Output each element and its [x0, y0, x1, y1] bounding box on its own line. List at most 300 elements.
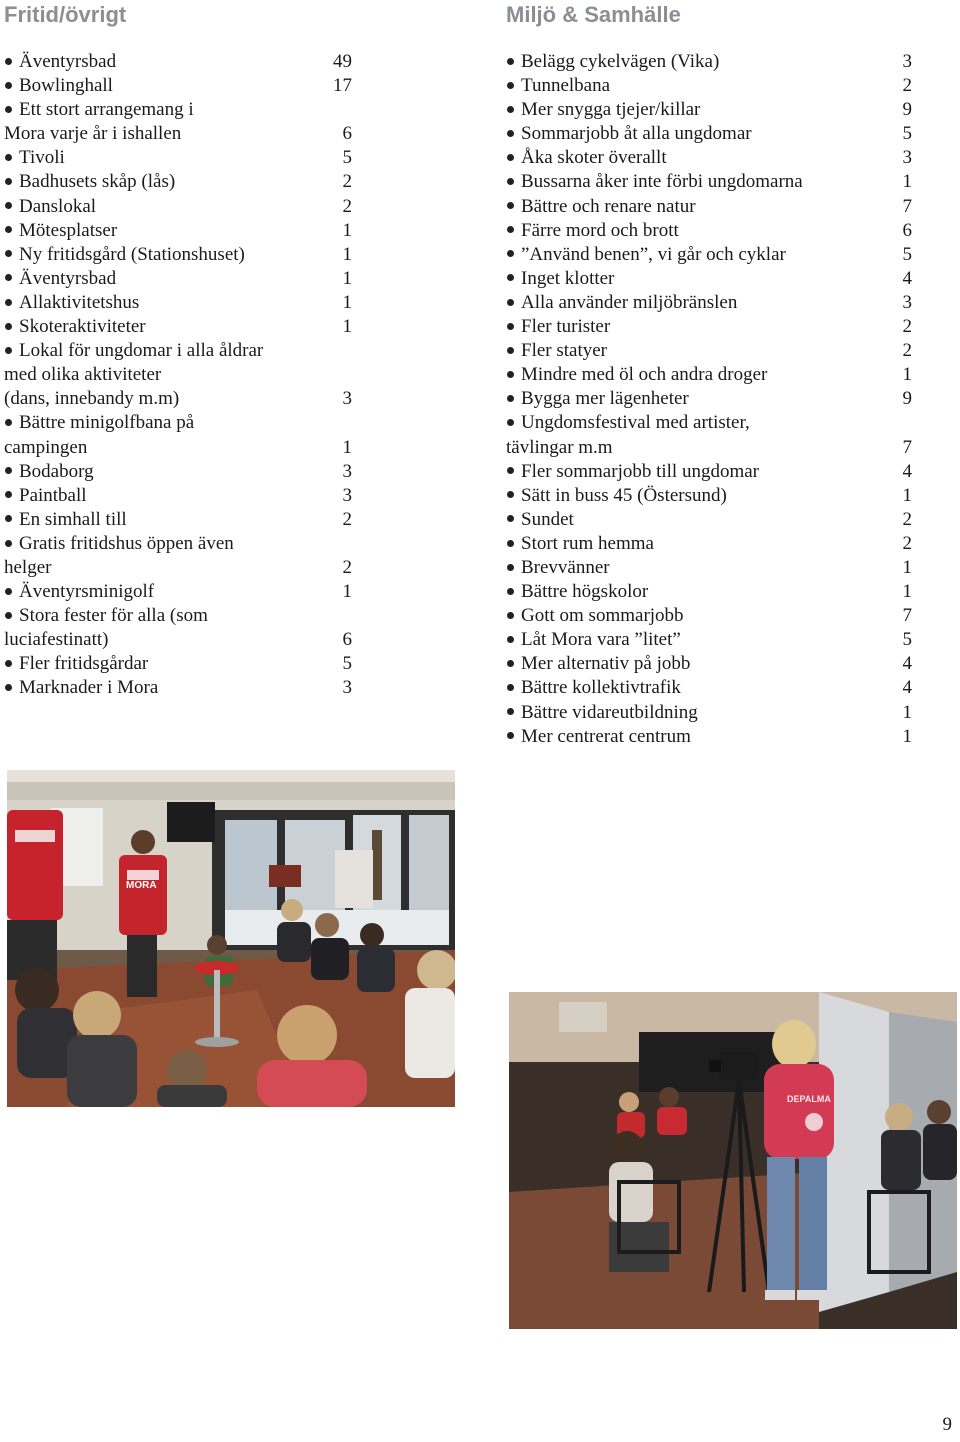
list-item-text — [4, 50, 354, 74]
list-item-line — [4, 339, 318, 363]
bullet-icon — [5, 660, 12, 667]
list-item-count: 2 — [902, 75, 912, 97]
list-item-count: 4 — [902, 267, 912, 289]
miljo-list-item — [506, 604, 914, 628]
miljo-list-item — [506, 652, 914, 676]
miljo-list-item — [506, 676, 914, 700]
list-item-count: 6 — [342, 123, 352, 145]
list-item-count: 2 — [902, 340, 912, 362]
bullet-icon — [5, 202, 12, 209]
bullet-icon — [507, 274, 514, 281]
list-item-line — [506, 580, 878, 604]
photo-workshop-image — [7, 770, 455, 1107]
miljo-list-item — [506, 701, 914, 725]
list-item-count: 3 — [902, 291, 912, 313]
bullet-icon — [507, 58, 514, 65]
miljo-list-item — [506, 195, 914, 219]
list-item-line — [4, 484, 318, 508]
list-item-text — [506, 50, 914, 74]
list-item-line-text: Mer snygga tjejer/killar — [521, 99, 701, 121]
list-item-line — [4, 315, 318, 339]
list-item-text — [506, 725, 914, 749]
fritid-list-item — [4, 580, 354, 604]
list-item-line — [4, 243, 318, 267]
list-item-count: 2 — [342, 556, 352, 578]
list-item-count: 1 — [342, 267, 352, 289]
list-item-count: 3 — [342, 677, 352, 699]
list-item-line-text: Åka skoter överallt — [521, 147, 667, 169]
list-item-line-text: Mindre med öl och andra droger — [521, 364, 768, 386]
list-item-count: 1 — [902, 581, 912, 603]
list-item-line-text: Paintball — [19, 484, 87, 506]
list-item-line-text: Alla använder miljöbränslen — [521, 291, 738, 313]
list-item-text — [4, 195, 354, 219]
list-item-count: 3 — [342, 460, 352, 482]
list-item-count: 1 — [342, 219, 352, 241]
fritid-list-item — [4, 315, 354, 339]
list-item-line — [4, 628, 318, 652]
list-item-line-text: Stort rum hemma — [521, 532, 654, 554]
list-item-text — [4, 146, 354, 170]
bullet-icon — [5, 82, 12, 89]
fritid-list-item — [4, 676, 354, 700]
list-item-line-text: Mer centrerat centrum — [521, 725, 691, 747]
list-item-count: 5 — [342, 147, 352, 169]
list-item-count: 7 — [902, 605, 912, 627]
list-item-line — [4, 98, 318, 122]
photo-filming — [509, 992, 957, 1329]
list-item-line-text: Ungdomsfestival med artister, — [521, 412, 750, 434]
miljo-list-item — [506, 387, 914, 411]
list-item-count: 1 — [902, 171, 912, 193]
bullet-icon — [5, 588, 12, 595]
list-item-line-text: Bättre och renare natur — [521, 195, 696, 217]
list-item-line — [506, 170, 878, 194]
bullet-icon — [5, 684, 12, 691]
miljo-list-item — [506, 122, 914, 146]
list-item-count: 1 — [342, 581, 352, 603]
miljo-list-item — [506, 98, 914, 122]
list-item-count: 1 — [902, 556, 912, 578]
list-item-line-text: Mötesplatser — [19, 219, 118, 241]
miljo-list-item — [506, 170, 914, 194]
bullet-icon — [507, 226, 514, 233]
list-item-text — [4, 315, 354, 339]
bullet-icon — [507, 515, 514, 522]
list-item-line — [4, 122, 318, 146]
list-item-line — [4, 219, 318, 243]
list-item-line — [506, 291, 878, 315]
list-item-line-text: Bodaborg — [19, 460, 94, 482]
list-item-line-text: Låt Mora vara ”litet” — [521, 629, 681, 651]
list-item-line — [506, 411, 878, 435]
list-item-line-text: Äventyrsbad — [19, 51, 117, 72]
list-item-line-text: Mora varje år i ishallen — [4, 123, 182, 145]
list-item-line-text: Ny fritidsgård (Stationshuset) — [19, 243, 245, 265]
list-item-line — [4, 652, 318, 676]
miljo-list-item — [506, 411, 914, 459]
list-item-line-text: Sundet — [521, 508, 574, 530]
list-item-line — [4, 74, 318, 98]
list-item-text — [506, 556, 914, 580]
list-item-count: 1 — [342, 243, 352, 265]
fritid-list-item — [4, 484, 354, 508]
list-item-line-text: Bättre minigolfbana på — [19, 412, 195, 434]
list-item-line — [4, 532, 318, 556]
fritid-list-item — [4, 267, 354, 291]
bullet-icon — [507, 130, 514, 137]
bullet-icon — [507, 564, 514, 571]
list-item-line — [506, 315, 878, 339]
list-item-count: 1 — [902, 364, 912, 386]
list-item-text — [4, 580, 354, 604]
list-item-text — [4, 508, 354, 532]
list-item-text — [4, 652, 354, 676]
list-item-line-text: Bättre kollektivtrafik — [521, 677, 681, 699]
list-item-line-text: Lokal för ungdomar i alla åldrar — [19, 340, 264, 362]
list-item-line-text: Fler fritidsgårdar — [19, 653, 149, 675]
fritid-list-item — [4, 339, 354, 411]
list-item-text — [506, 291, 914, 315]
list-item-text — [4, 460, 354, 484]
list-item-count: 6 — [342, 629, 352, 651]
list-item-line — [4, 508, 318, 532]
list-item-count: 3 — [902, 147, 912, 169]
list-item-count: 2 — [902, 316, 912, 338]
list-item-line-text: Marknader i Mora — [19, 677, 159, 699]
list-item-count: 6 — [902, 219, 912, 241]
list-item-line — [4, 411, 318, 435]
miljo-list-item — [506, 50, 914, 74]
bullet-icon — [507, 684, 514, 691]
fritid-list-item — [4, 532, 354, 580]
list-item-line — [506, 508, 878, 532]
list-item-line-text: Skoteraktiviteter — [19, 316, 146, 338]
list-item-line — [506, 436, 878, 460]
list-item-line-text: Mer alternativ på jobb — [521, 653, 691, 675]
list-item-line-text: Sommarjobb åt alla ungdomar — [521, 123, 752, 145]
list-item-count: 5 — [902, 629, 912, 651]
list-item-line — [4, 387, 318, 411]
jersey-text: MORA — [126, 880, 157, 891]
column-miljo — [506, 0, 914, 749]
bullet-icon — [507, 612, 514, 619]
list-item-line — [506, 339, 878, 363]
list-item-line — [506, 98, 878, 122]
bullet-icon — [507, 588, 514, 595]
photo-filming-image — [509, 992, 957, 1329]
bullet-icon — [507, 467, 514, 474]
list-item-count: 17 — [333, 75, 352, 97]
list-item-line — [4, 436, 318, 460]
list-item-text — [506, 532, 914, 556]
list-item-line — [506, 532, 878, 556]
list-item-text — [506, 267, 914, 291]
list-item-count: 4 — [902, 677, 912, 699]
list-item-line — [506, 701, 878, 725]
list-item-line — [506, 556, 878, 580]
list-item-text — [4, 411, 354, 459]
bullet-icon — [507, 299, 514, 306]
list-item-count: 1 — [342, 291, 352, 313]
list-item-line-text: Fler statyer — [521, 340, 608, 362]
list-item-text — [506, 170, 914, 194]
list-item-line-text: Tunnelbana — [521, 75, 611, 97]
miljo-list-item — [506, 74, 914, 98]
list-item-line — [4, 604, 318, 628]
list-item-line — [506, 676, 878, 700]
miljo-list-item — [506, 315, 914, 339]
column-fritid — [4, 0, 354, 701]
list-item-count: 5 — [342, 653, 352, 675]
bullet-icon — [507, 106, 514, 113]
list-item-line — [4, 170, 318, 194]
list-item-line-text: Allaktivitetshus — [19, 291, 140, 313]
list-item-text — [506, 74, 914, 98]
bullet-icon — [5, 491, 12, 498]
list-item-count: 2 — [902, 508, 912, 530]
list-item-text — [4, 98, 354, 146]
fritid-list-item — [4, 508, 354, 532]
list-item-text — [506, 580, 914, 604]
list-item-line-text: Äventyrsminigolf — [19, 581, 155, 603]
list-miljo — [506, 50, 914, 749]
bullet-icon — [5, 274, 12, 281]
bullet-icon — [5, 419, 12, 426]
list-fritid — [4, 50, 354, 701]
miljo-list-item — [506, 508, 914, 532]
list-item-line — [506, 74, 878, 98]
bullet-icon — [5, 467, 12, 474]
list-item-line-text: Bowlinghall — [19, 75, 113, 97]
list-item-line-text: helger — [4, 556, 52, 578]
list-item-line-text: Danslokal — [19, 195, 97, 217]
list-item-line-text: Gratis fritidshus öppen även — [19, 532, 234, 554]
list-item-text — [506, 604, 914, 628]
list-item-text — [506, 195, 914, 219]
bullet-icon — [507, 491, 514, 498]
fritid-list-item — [4, 146, 354, 170]
list-item-line-text: Bättre högskolor — [521, 581, 649, 603]
list-item-line-text: Bussarna åker inte förbi ungdomarna — [521, 171, 803, 193]
miljo-list-item — [506, 219, 914, 243]
bullet-icon — [5, 515, 12, 522]
list-item-text — [4, 604, 354, 652]
bullet-icon — [5, 106, 12, 113]
list-item-line — [506, 604, 878, 628]
miljo-list-item — [506, 243, 914, 267]
list-item-count: 2 — [902, 532, 912, 554]
bullet-icon — [5, 612, 12, 619]
list-item-line — [4, 363, 318, 387]
photo-workshop — [7, 770, 455, 1107]
list-item-line-text: ”Använd benen”, vi går och cyklar — [521, 243, 786, 265]
list-item-line — [4, 267, 318, 291]
miljo-list-item — [506, 460, 914, 484]
list-item-count: 3 — [342, 484, 352, 506]
list-item-count: 4 — [902, 653, 912, 675]
bullet-icon — [507, 347, 514, 354]
list-item-line-text: Tivoli — [19, 147, 65, 169]
bullet-icon — [5, 540, 12, 547]
fritid-list-item — [4, 243, 354, 267]
bullet-icon — [507, 82, 514, 89]
list-item-line-text: Färre mord och brott — [521, 219, 679, 241]
list-item-text — [506, 460, 914, 484]
list-item-text — [4, 170, 354, 194]
bullet-icon — [507, 395, 514, 402]
list-item-line — [506, 243, 878, 267]
miljo-list-item — [506, 725, 914, 749]
list-item-line-text: Fler sommarjobb till ungdomar — [521, 460, 760, 482]
list-item-text — [4, 74, 354, 98]
bullet-icon — [507, 323, 514, 330]
list-item-count: 1 — [342, 436, 352, 458]
fritid-list-item — [4, 195, 354, 219]
list-item-line — [4, 195, 318, 219]
list-item-count: 1 — [342, 316, 352, 338]
list-item-line-text: Belägg cykelvägen (Vika) — [521, 51, 720, 72]
list-item-text — [4, 219, 354, 243]
bullet-icon — [5, 299, 12, 306]
list-item-text — [506, 122, 914, 146]
list-item-line — [4, 291, 318, 315]
list-item-line-text: (dans, innebandy m.m) — [4, 388, 180, 410]
list-item-line — [4, 50, 318, 74]
list-item-text — [4, 676, 354, 700]
list-item-count: 9 — [902, 99, 912, 121]
list-item-line — [506, 195, 878, 219]
list-item-line-text: Inget klotter — [521, 267, 615, 289]
list-item-text — [506, 676, 914, 700]
bullet-icon — [507, 202, 514, 209]
list-item-line-text: En simhall till — [19, 508, 127, 530]
miljo-list-item — [506, 267, 914, 291]
list-item-line-text: Stora fester för alla (som — [19, 605, 208, 627]
list-item-text — [506, 508, 914, 532]
list-item-text — [506, 243, 914, 267]
list-item-text — [506, 339, 914, 363]
bullet-icon — [507, 250, 514, 257]
list-item-count: 7 — [902, 195, 912, 217]
list-item-line — [506, 725, 878, 749]
list-item-count: 2 — [342, 195, 352, 217]
bullet-icon — [5, 250, 12, 257]
list-item-count: 1 — [902, 484, 912, 506]
list-item-text — [506, 387, 914, 411]
list-item-text — [506, 146, 914, 170]
bullet-icon — [507, 154, 514, 161]
section-heading-miljo: Miljö & Samhälle — [506, 2, 681, 27]
list-item-count: 2 — [342, 171, 352, 193]
bullet-icon — [507, 708, 514, 715]
list-item-text — [506, 315, 914, 339]
list-item-text — [506, 628, 914, 652]
bullet-icon — [507, 660, 514, 667]
list-item-line-text: luciafestinatt) — [4, 629, 109, 651]
miljo-list-item — [506, 291, 914, 315]
list-item-line-text: Brevvänner — [521, 556, 610, 578]
list-item-line — [4, 676, 318, 700]
list-item-line — [506, 628, 878, 652]
list-item-line — [506, 219, 878, 243]
list-item-line — [4, 460, 318, 484]
fritid-list-item — [4, 74, 354, 98]
fritid-list-item — [4, 652, 354, 676]
list-item-count: 5 — [902, 243, 912, 265]
fritid-list-item — [4, 604, 354, 652]
list-item-line — [506, 50, 878, 74]
list-item-text — [506, 219, 914, 243]
list-item-count: 1 — [902, 725, 912, 747]
list-item-line — [506, 146, 878, 170]
fritid-list-item — [4, 411, 354, 459]
list-item-line-text: Ett stort arrangemang i — [19, 99, 194, 121]
bullet-icon — [507, 540, 514, 547]
miljo-list-item — [506, 484, 914, 508]
bullet-icon — [507, 636, 514, 643]
fritid-list-item — [4, 460, 354, 484]
bullet-icon — [507, 419, 514, 426]
bullet-icon — [5, 154, 12, 161]
list-item-text — [506, 363, 914, 387]
miljo-list-item — [506, 532, 914, 556]
list-item-line-text: Sätt in buss 45 (Östersund) — [521, 484, 727, 506]
list-item-line-text: Gott om sommarjobb — [521, 605, 684, 627]
bullet-icon — [5, 178, 12, 185]
list-item-text — [506, 411, 914, 459]
list-item-line-text: Bättre vidareutbildning — [521, 701, 698, 723]
miljo-list-item — [506, 580, 914, 604]
list-item-line-text: Bygga mer lägenheter — [521, 388, 689, 410]
bullet-icon — [5, 347, 12, 354]
list-item-count: 9 — [902, 388, 912, 410]
list-item-line — [506, 122, 878, 146]
list-item-line — [506, 387, 878, 411]
list-item-line-text: campingen — [4, 436, 88, 458]
list-item-count: 49 — [333, 51, 352, 72]
list-item-text — [4, 267, 354, 291]
section-heading-fritid: Fritid/övrigt — [4, 2, 127, 27]
list-item-text — [506, 701, 914, 725]
fritid-list-item — [4, 98, 354, 146]
list-item-text — [506, 484, 914, 508]
list-item-text — [4, 291, 354, 315]
fritid-list-item — [4, 50, 354, 74]
fritid-list-item — [4, 170, 354, 194]
list-item-count: 3 — [342, 388, 352, 410]
list-item-count: 2 — [342, 508, 352, 530]
page-number: 9 — [942, 1414, 952, 1435]
list-item-line — [506, 267, 878, 291]
list-item-count: 4 — [902, 460, 912, 482]
list-item-text — [4, 484, 354, 508]
list-item-count: 5 — [902, 123, 912, 145]
list-item-count: 7 — [902, 436, 912, 458]
list-item-text — [4, 339, 354, 411]
list-item-line — [506, 484, 878, 508]
miljo-list-item — [506, 146, 914, 170]
bullet-icon — [5, 226, 12, 233]
fritid-list-item — [4, 291, 354, 315]
list-item-line-text: Fler turister — [521, 316, 611, 338]
list-item-line-text: Äventyrsbad — [19, 267, 117, 289]
list-item-count: 1 — [902, 701, 912, 723]
list-item-line-text: Badhusets skåp (lås) — [19, 171, 176, 193]
list-item-text — [506, 98, 914, 122]
bullet-icon — [507, 371, 514, 378]
bullet-icon — [507, 178, 514, 185]
